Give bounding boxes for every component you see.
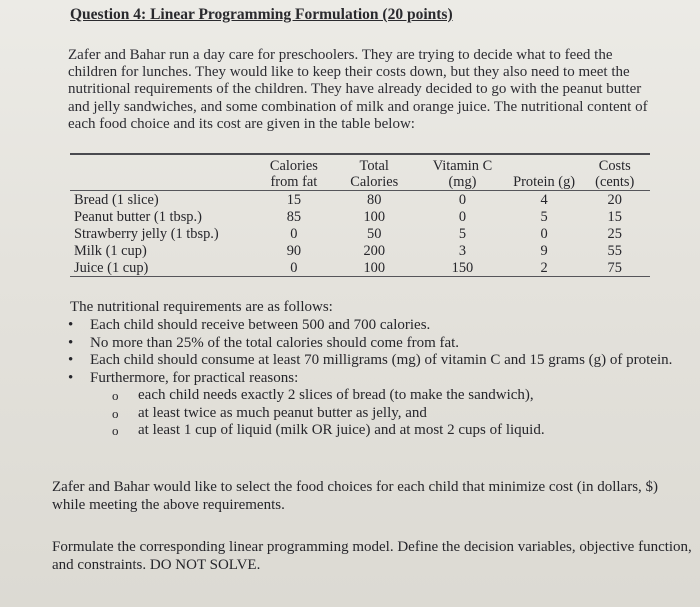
cost-value: 20 xyxy=(607,192,622,208)
task-instruction: Formulate the corresponding linear programming model. Define the decision variables, objective function, and constraints. DO NOT SOLVE. xyxy=(52,539,692,573)
closing-paragraph: Zafer and Bahar would like to select the food choices for each child that minimize cost (in dollars, $) while meeting the above requirements. xyxy=(52,479,659,513)
fat-value: 0 xyxy=(290,260,298,276)
sub-requirement-text: at least 1 cup of liquid (milk OR juice) and at most 2 cups of liquid. xyxy=(138,422,545,438)
sub-requirement-text: each child needs exactly 2 slices of bread (to make the sandwich), xyxy=(138,387,534,403)
list-item xyxy=(60,352,680,370)
bullet-icon: • xyxy=(68,334,74,351)
list-item xyxy=(60,317,680,335)
header-food xyxy=(70,154,256,191)
requirement-text: Each child should consume at least 70 milligrams (mg) of vitamin C and 15 grams (g) of protein. xyxy=(90,352,673,368)
circle-bullet-icon: o xyxy=(112,388,119,403)
list-item xyxy=(90,387,680,405)
protein-value: 9 xyxy=(540,243,548,259)
total-value: 50 xyxy=(367,226,382,242)
cost-value: 15 xyxy=(607,209,622,225)
header-vitamin-c: Vitamin C (mg) xyxy=(432,158,493,190)
fat-value: 90 xyxy=(286,243,302,259)
vitc-value: 0 xyxy=(458,209,467,225)
vitc-value: 0 xyxy=(458,192,467,208)
table-row xyxy=(70,242,650,259)
question-title: Question 4: Linear Programming Formulation (20 points) xyxy=(70,6,453,23)
requirement-text: Each child should receive between 500 and 700 calories. xyxy=(90,317,431,333)
protein-value: 2 xyxy=(540,260,548,276)
protein-value: 0 xyxy=(540,226,548,242)
list-item xyxy=(90,405,680,423)
food-name: Peanut butter (1 tbsp.) xyxy=(74,209,202,225)
fat-value: 85 xyxy=(286,209,302,225)
vitc-value: 5 xyxy=(458,226,467,242)
table-header-row xyxy=(70,154,650,191)
food-name: Bread (1 slice) xyxy=(74,192,159,208)
table-row xyxy=(70,225,650,242)
total-value: 200 xyxy=(363,243,386,259)
header-calories-from-fat: Calories from fat xyxy=(269,158,318,190)
requirement-text: No more than 25% of the total calories should come from fat. xyxy=(90,334,460,351)
fat-value: 15 xyxy=(286,192,302,208)
table-row xyxy=(70,259,650,277)
total-value: 100 xyxy=(363,260,386,276)
nutrition-table xyxy=(70,153,650,277)
practical-sublist xyxy=(90,387,680,440)
cost-value: 25 xyxy=(607,226,622,242)
total-value: 100 xyxy=(363,209,386,225)
sub-requirement-text: at least twice as much peanut butter as jelly, and xyxy=(138,404,427,421)
total-value: 80 xyxy=(367,192,382,208)
bullet-icon: • xyxy=(68,317,74,333)
vitc-value: 150 xyxy=(451,260,474,276)
table-row xyxy=(70,191,650,209)
protein-value: 5 xyxy=(540,209,548,225)
food-name: Milk (1 cup) xyxy=(74,243,147,259)
header-protein: Protein (g) xyxy=(513,174,576,190)
cost-value: 55 xyxy=(607,243,622,259)
cost-value: 75 xyxy=(607,260,622,276)
list-item xyxy=(90,422,680,440)
bullet-icon: • xyxy=(68,352,74,368)
header-costs: Costs (cents) xyxy=(595,158,635,190)
food-name: Strawberry jelly (1 tbsp.) xyxy=(74,226,219,242)
list-item xyxy=(60,370,680,440)
table-row xyxy=(70,208,650,225)
protein-value: 4 xyxy=(540,192,548,208)
requirements-list xyxy=(60,317,680,440)
list-item xyxy=(60,335,680,353)
food-name: Juice (1 cup) xyxy=(74,260,149,276)
requirements-heading: The nutritional requirements are as follows: xyxy=(70,299,333,315)
fat-value: 0 xyxy=(290,226,298,242)
requirement-text: Furthermore, for practical reasons: xyxy=(90,369,299,386)
circle-bullet-icon: o xyxy=(112,423,119,438)
circle-bullet-icon: o xyxy=(112,405,119,421)
intro-paragraph: Zafer and Bahar run a day care for preschoolers. They are trying to decide what to feed the children for lunches. They would like to keep their costs down, but they also need to meet the nutritional requirements of the children. They have already decided to go with the peanut butter and jelly sandwiches, and some combination of milk and orange juice. The nutritional content of each food choice and its cost are given in the table below: xyxy=(68,47,648,132)
vitc-value: 3 xyxy=(458,243,467,259)
bullet-icon: • xyxy=(68,369,74,386)
header-total-calories: Total Calories xyxy=(350,158,399,190)
